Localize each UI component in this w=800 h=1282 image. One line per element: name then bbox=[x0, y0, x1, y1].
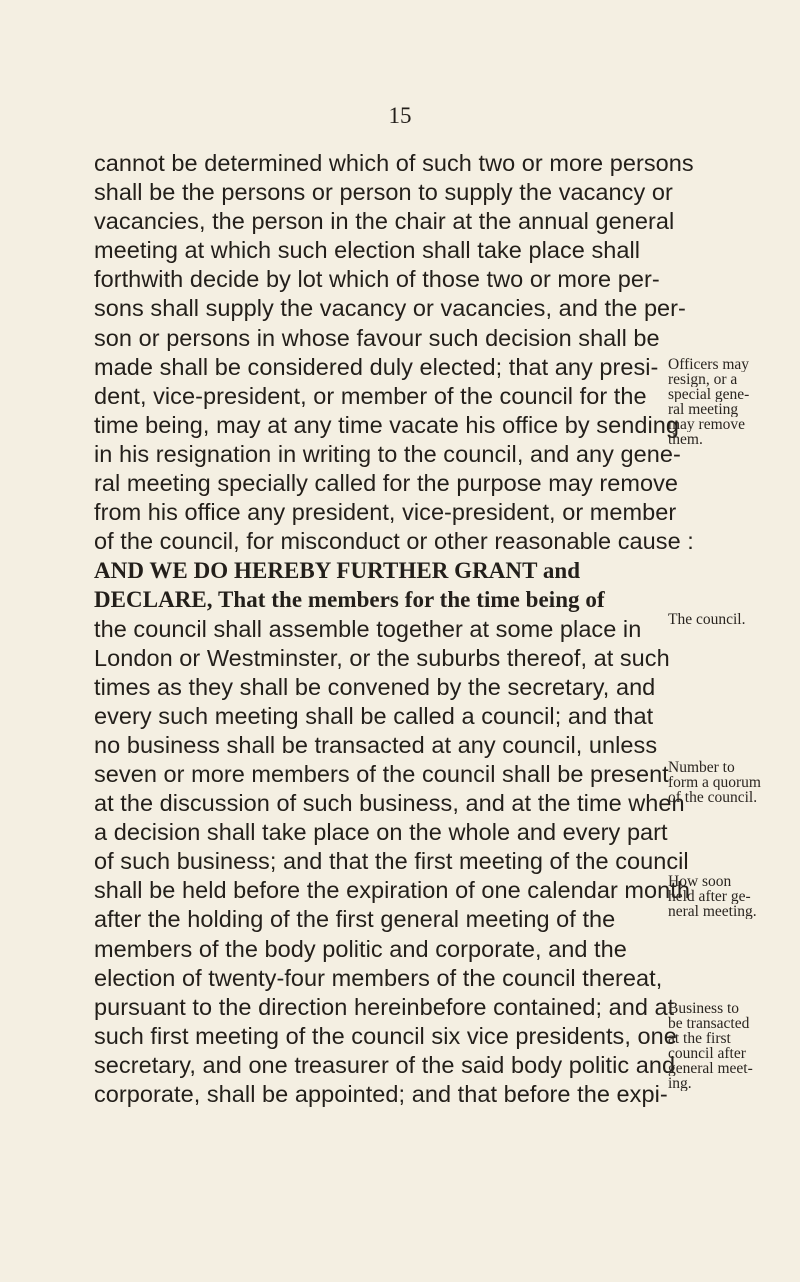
text-line-bold: AND WE DO HEREBY FURTHER GRANT and bbox=[94, 558, 581, 584]
margin-note-line: council after bbox=[668, 1046, 746, 1061]
margin-note-line: general meet- bbox=[668, 1061, 753, 1076]
margin-note-line: Number to bbox=[668, 760, 735, 775]
text-line: forthwith decide by lot which of those two or more per- bbox=[94, 266, 660, 293]
margin-note-line: special gene- bbox=[668, 387, 750, 402]
text-line: seven or more members of the council shall be present bbox=[94, 760, 669, 787]
text-line: election of twenty-four members of the council thereat, bbox=[94, 964, 663, 991]
margin-note-line: Officers may bbox=[668, 357, 750, 372]
text-line: from his office any president, vice-president, or member bbox=[94, 499, 677, 526]
text-line: the council shall assemble together at some place in bbox=[94, 615, 642, 642]
margin-note-line: of the council. bbox=[668, 790, 758, 805]
margin-note-line: neral meeting. bbox=[668, 904, 757, 919]
text-line: son or persons in whose favour such decision shall be bbox=[94, 324, 660, 351]
margin-note-line: form a quorum bbox=[668, 775, 761, 790]
margin-note-line: The council. bbox=[668, 612, 746, 627]
margin-note-line: ing. bbox=[668, 1076, 692, 1091]
text-line: dent, vice-president, or member of the council for the bbox=[94, 382, 647, 409]
text-line: every such meeting shall be called a council; and that bbox=[94, 702, 654, 729]
margin-note-line: ral meeting bbox=[668, 402, 739, 417]
text-line: after the holding of the first general meeting of the bbox=[94, 906, 616, 933]
body-text bbox=[94, 149, 800, 1109]
text-line: of the council, for misconduct or other reasonable cause : bbox=[94, 528, 694, 555]
margin-note-line: resign, or a bbox=[668, 372, 738, 387]
margin-note-line: How soon bbox=[668, 874, 732, 889]
text-line: members of the body politic and corporate, and the bbox=[94, 935, 627, 962]
margin-note-line: held after ge- bbox=[668, 889, 751, 904]
text-line: such first meeting of the council six vice presidents, one bbox=[94, 1022, 677, 1049]
text-line: shall be held before the expiration of one calendar month bbox=[94, 877, 690, 904]
margin-note-line: them. bbox=[668, 432, 703, 447]
text-line: no business shall be transacted at any council, unless bbox=[94, 731, 658, 758]
text-line: times as they shall be convened by the secretary, and bbox=[94, 673, 656, 700]
text-line: ral meeting specially called for the purpose may remove bbox=[94, 470, 678, 497]
text-line: secretary, and one treasurer of the said body politic and bbox=[94, 1051, 676, 1078]
text-line: vacancies, the person in the chair at the annual general bbox=[94, 208, 675, 235]
text-line: at the discussion of such business, and at the time when bbox=[94, 790, 685, 817]
text-line: corporate, shall be appointed; and that before the expi- bbox=[94, 1081, 668, 1107]
margin-note-officers bbox=[668, 357, 796, 447]
margin-note-council bbox=[668, 612, 796, 627]
text-line: shall be the persons or person to supply the vacancy or bbox=[94, 179, 673, 206]
text-line: time being, may at any time vacate his office by sending bbox=[94, 411, 679, 438]
text-line: in his resignation in writing to the council, and any gene- bbox=[94, 440, 681, 467]
text-line: of such business; and that the first meeting of the council bbox=[94, 848, 689, 875]
text-line: pursuant to the direction hereinbefore contained; and at bbox=[94, 993, 675, 1020]
text-line-bold: DECLARE, That the members for the time being of bbox=[94, 587, 605, 613]
margin-note-quorum bbox=[668, 760, 796, 805]
margin-note-line: be transacted bbox=[668, 1016, 750, 1031]
margin-note-first-meeting bbox=[668, 874, 796, 919]
margin-note-business bbox=[668, 1001, 796, 1091]
text-line: London or Westminster, or the suburbs thereof, at such bbox=[94, 644, 670, 671]
page-number: 15 bbox=[388, 103, 412, 128]
text-line: made shall be considered duly elected; that any presi- bbox=[94, 353, 659, 380]
text-line: cannot be determined which of such two or more persons bbox=[94, 150, 694, 176]
text-line: a decision shall take place on the whole and every part bbox=[94, 819, 668, 846]
margin-note-line: may remove bbox=[668, 417, 746, 432]
margin-note-line: Business to bbox=[668, 1001, 740, 1016]
text-line: sons shall supply the vacancy or vacancies, and the per- bbox=[94, 295, 686, 322]
margin-note-line: at the first bbox=[668, 1031, 731, 1046]
text-line: meeting at which such election shall take place shall bbox=[94, 237, 641, 264]
